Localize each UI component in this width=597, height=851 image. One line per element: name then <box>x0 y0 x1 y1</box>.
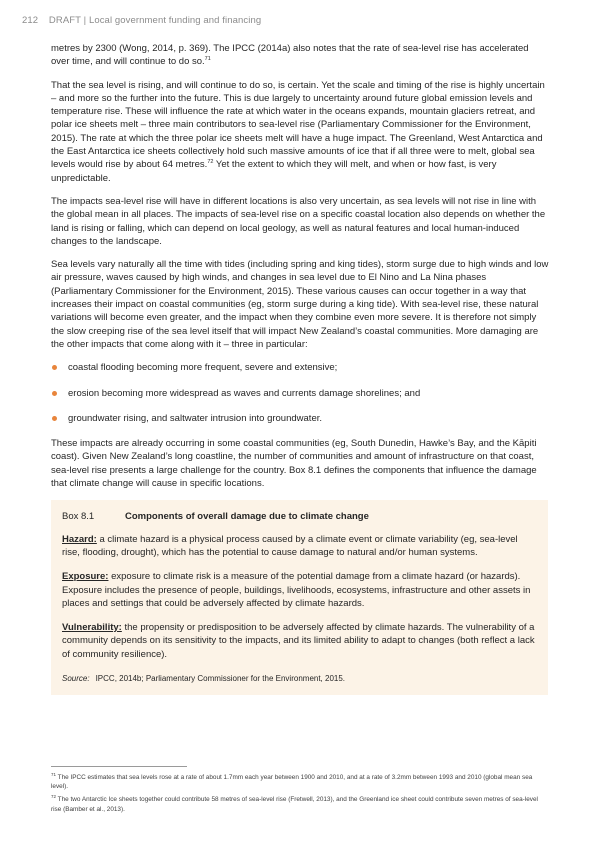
list-item <box>51 387 549 400</box>
paragraph-2 <box>51 79 549 185</box>
footnote-number: 71 <box>51 771 57 777</box>
footnote-71 <box>51 773 549 791</box>
footnote-text: The IPCC estimates that sea levels rose at a rate of about 1.7mm each year between 1900 and 2010, and at a rate of 3.2mm between 1993 and 2010 (global mean sea level). <box>51 774 533 791</box>
list-item <box>51 361 549 374</box>
footnote-number: 72 <box>51 794 57 800</box>
footnote-ref-71[interactable]: 71 <box>204 56 211 63</box>
impact-list <box>51 361 549 425</box>
main-content <box>51 42 549 695</box>
footnote-ref-72[interactable]: 72 <box>207 159 214 166</box>
paragraph-1-text: metres by 2300 (Wong, 2014, p. 369). The IPCC (2014a) also notes that the rate of sea-level rise has accelerated over time, and will continue to do so. <box>51 43 529 68</box>
box-item-vulnerability <box>62 621 536 661</box>
footnotes <box>51 773 549 818</box>
paragraph-5: These impacts are already occurring in some coastal communities (eg, South Dunedin, Hawke’s Bay, and the Kāpiti coast). Given New Zealand’s long coastline, the number of communities and amount of infrastructure on that coast, sea-level rise presents a large challenge for the country. Box 8.1 defines the components that influence the damage that climate change will cause in specific locations. <box>51 438 537 490</box>
box-item-hazard <box>62 533 536 560</box>
bullet-icon <box>52 416 57 421</box>
running-title: DRAFT | Local government funding and financing <box>48 15 262 26</box>
definition-vulnerability: the propensity or predisposition to be adversely affected by climate hazards. The vulnerability of a community depends on its sensitivity to the impacts, and its limited ability to adapt to changes (both reflect a lack of community resilience). <box>62 622 535 660</box>
definition-exposure: exposure to climate risk is a measure of the potential damage from a climate hazard (or hazards). Exposure includes the presence of people, buildings, livelihoods, ecosystems, infrastructure and other assets in places and settings that could be adversely affected by climate hazards. <box>62 571 531 609</box>
paragraph-3: The impacts sea-level rise will have in different locations is also very uncertain, as sea levels will not rise in line with the global mean in all places. The impacts of sea-level rise on a specific coastal location also depends on whether the land is rising or falling, which can depend on local geology, as well as natural features and local human-induced changes to the landscape. <box>51 195 546 247</box>
page-number: 212 <box>22 15 39 26</box>
running-header <box>22 15 582 26</box>
box-8-1 <box>51 500 548 695</box>
bullet-icon <box>52 391 57 396</box>
box-title <box>62 510 536 523</box>
term-exposure: Exposure: <box>62 571 109 583</box>
footnote-divider <box>51 766 187 767</box>
bullet-icon <box>52 365 57 370</box>
box-heading: Components of overall damage due to climate change <box>125 511 369 523</box>
definition-hazard: a climate hazard is a physical process caused by a climate event or climate variability (eg, sea-level rise, flooding, drought), which has the potential to cause damage to natural and/or human systems. <box>62 533 518 558</box>
source-text: IPCC, 2014b; Parliamentary Commissioner for the Environment, 2015. <box>95 673 346 683</box>
list-item-text: coastal flooding becoming more frequent, severe and extensive; <box>68 362 338 374</box>
list-item-text: erosion becoming more widespread as waves and currents damage shorelines; and <box>68 387 421 399</box>
box-source <box>62 672 536 685</box>
term-vulnerability: Vulnerability: <box>62 622 122 634</box>
box-item-exposure <box>62 570 536 610</box>
term-hazard: Hazard: <box>62 533 97 545</box>
footnote-text: The two Antarctic Ice sheets together could contribute 58 metres of sea-level rise (Fretwell, 2013), and the Greenland ice sheet could contribute seven metres of sea-level rise (Bamber et al., 2013). <box>51 796 538 813</box>
list-item-text: groundwater rising, and saltwater intrusion into groundwater. <box>68 412 323 424</box>
paragraph-1 <box>51 42 549 69</box>
footnote-72 <box>51 795 549 813</box>
list-item <box>51 412 549 425</box>
box-number: Box 8.1 <box>62 511 95 523</box>
source-label: Source: <box>62 673 90 683</box>
paragraph-2-text: That the sea level is rising, and will continue to do so, is certain. Yet the scale and timing of the rise is highly uncertain – and more so the further into the future. This is due largely to uncertainty around future global emission levels and temperature rise. These will influence the rate at which water in the oceans expands, mountain glaciers retreat, and polar ice sheets melt – three main contributors to sea-level rise (Parliamentary Commissioner for the Environment, 2015). The rate at which the three polar ice sheets melt will have a huge impact. The Greenland, West Antarctica and the East Antarctica ice sheets collectively hold such massive amounts of ice that if all three were to melt, global sea levels would rise by about 64 metres. <box>51 79 545 171</box>
paragraph-4: Sea levels vary naturally all the time with tides (including spring and king tides), storm surge due to high winds and low air pressure, waves caused by high winds, and changes in sea level due to El Nino and La Nina phases (Parliamentary Commissioner for the Environment, 2015). These various causes can occur together in a way that increases their impact on coastal communities (eg, storm surge during a king tide). With sea-level rise, these natural variations will become even greater, and the impact when they combine even more severe. It is therefore not simply the slow creeping rise of the sea level itself that will impact New Zealand’s coastal communities. More damaging are the other impacts that come along with it – three in particular: <box>51 259 549 350</box>
paragraph-2-tail: Yet the extent to which they will melt, and when or how fast, is very unpredictable. <box>51 159 497 184</box>
